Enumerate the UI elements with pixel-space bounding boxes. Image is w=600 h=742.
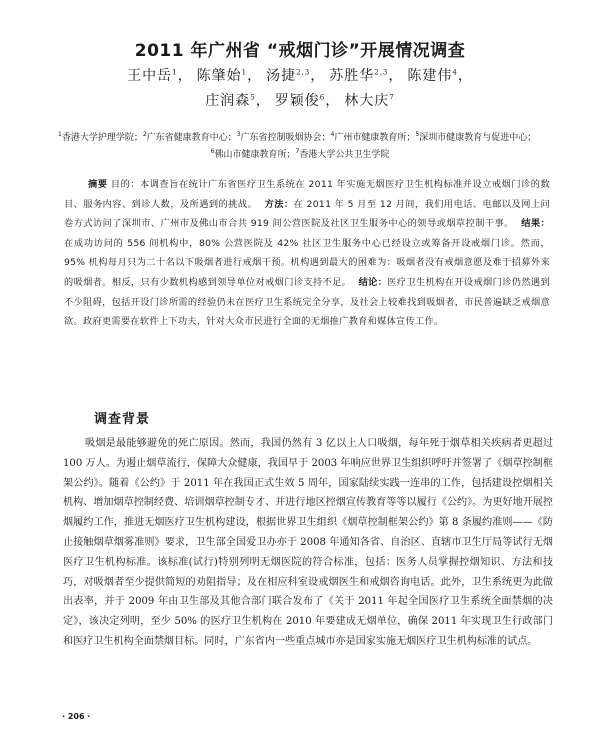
affiliation: $^5$深圳市健康教育与促进中心； [415, 131, 537, 143]
affiliation: $^2$广东省健康教育中心； [142, 131, 237, 143]
author-line-2 [0, 90, 600, 110]
method-label: 方法： [264, 198, 294, 210]
author: 苏胜华$^{2,3}$， [329, 68, 404, 84]
author: 陈建伟$^4$， [407, 68, 473, 84]
conclusion-text: 医疗卫生机构在开设戒烟门诊仍然遇到不少阻碍，包括开设门诊所需的经验仍未在医疗卫生系统完全分享，及社会上较难找到吸烟者，市民普遍缺乏戒烟意欲。政府更需要在软件上下功夫，针对大众市民进行全面的无烟推广教育和媒体宣传工作。 [64, 276, 550, 328]
author-line-1 [0, 65, 600, 85]
affiliation: $^3$广东省控制吸烟协会； [236, 131, 331, 143]
affiliation: $^4$广州市健康教育所； [330, 131, 416, 143]
section-heading: 调查背景 [94, 412, 151, 427]
paper-title: 2011 年广州省 “戒烟门诊”开展情况调查 [134, 41, 466, 61]
objective-text: 本调查旨在统计广东省医疗卫生系统在 2011 年实施无烟医疗卫生机构标准并设立戒烟门诊的数目、服务内容、到诊人数，及所遇到的挑战。 [64, 179, 550, 210]
author: 林大庆$^7$ [344, 93, 395, 109]
abstract [64, 175, 550, 332]
affiliations-line-2 [60, 143, 540, 164]
affiliation: $^6$佛山市健康教育所； [210, 148, 296, 160]
conclusion-label: 结论： [358, 276, 388, 288]
affiliation: $^7$香港大学公共卫生学院 [295, 148, 390, 160]
result-text: 在成功访问的 556 间机构中，80% 公营医院及 42% 社区卫生服务中心已经设立或筹备开设戒烟门诊。然而，95% 机构每月只为二十名以下吸烟者进行戒烟干预。机构遇到最大的困难为：吸烟者没有戒烟意愿及难于招募外来的吸烟者。相反，只有少数机构感到领导单位对戒烟门诊支持不足。 [64, 237, 550, 288]
author: 王中岳$^1$， [127, 68, 193, 84]
abstract-label: 摘要 [88, 179, 108, 190]
body-paragraph: 吸烟是最能够避免的死亡原因。然而，我国仍然有 3 亿以上人口吸烟，每年死于烟草相关疾病者更超过 100 万人。为遏止烟草流行，保障大众健康，我国早于 2003 年响应世界卫生组织呼吁并签署了《烟草控制框架公约》。随着《公约》于 2011 年在我国正式生效 5 周年，国家陆续实践一连串的工作，包括建设控烟相关机构、增加烟草控制经费、培训烟草控制专才、并进行地区控烟宣传教育等等以履行《公约》。为更好地开展控烟履约工作，推进无烟医疗卫生机构建设，根据世界卫生组织《烟草控制框架公约》第 8 条履约准则——《防止接触烟草烟雾准则》要求，卫生部全国爱卫办亦于 2008 年通知各省、自治区、直辖市卫生厅局等试行无烟医疗卫生机构标准。该标准(试行)特别列明无烟医院的符合标准，包括：医务人员掌握控烟知识、方法和技巧，对吸烟者至少提供简短的劝阻指导；及在相应科室设戒烟医生和戒烟咨询电话。此外，卫生系统更为此做出表率，并于 2009 年由卫生部及其他合部门联合发布了《关于 2011 年起全国医疗卫生系统全面禁烟的决定》，该决定列明，至少 50% 的医疗卫生机构在 2010 年要建成无烟单位，确保 2011 年实现卫生行政部门和医疗卫生机构全面禁烟目标。同时，广东省内一些重点城市亦是国家实施无烟医疗卫生机构标准的试点。 [63, 438, 553, 647]
author: 陈肇始$^1$， [196, 68, 263, 84]
method-text: 在 2011 年 5 月至 12 月间，我们用电话、电邮以及网上问卷方式访问了深圳市、广州市及佛山市合共 919 间公营医院及社区卫生服务中心的领导或烟草控制干事。 [64, 198, 550, 230]
affiliation: $^1$香港大学护理学院； [58, 131, 143, 143]
author: 罗颖俊$^6$， [274, 93, 341, 109]
result-label: 结果： [521, 218, 550, 230]
author: 汤捷$^{2,3}$， [266, 68, 326, 84]
page-number: · 206 · [62, 712, 91, 721]
objective-label: 目的： [110, 179, 141, 190]
author: 庄润森$^5$， [205, 93, 271, 109]
